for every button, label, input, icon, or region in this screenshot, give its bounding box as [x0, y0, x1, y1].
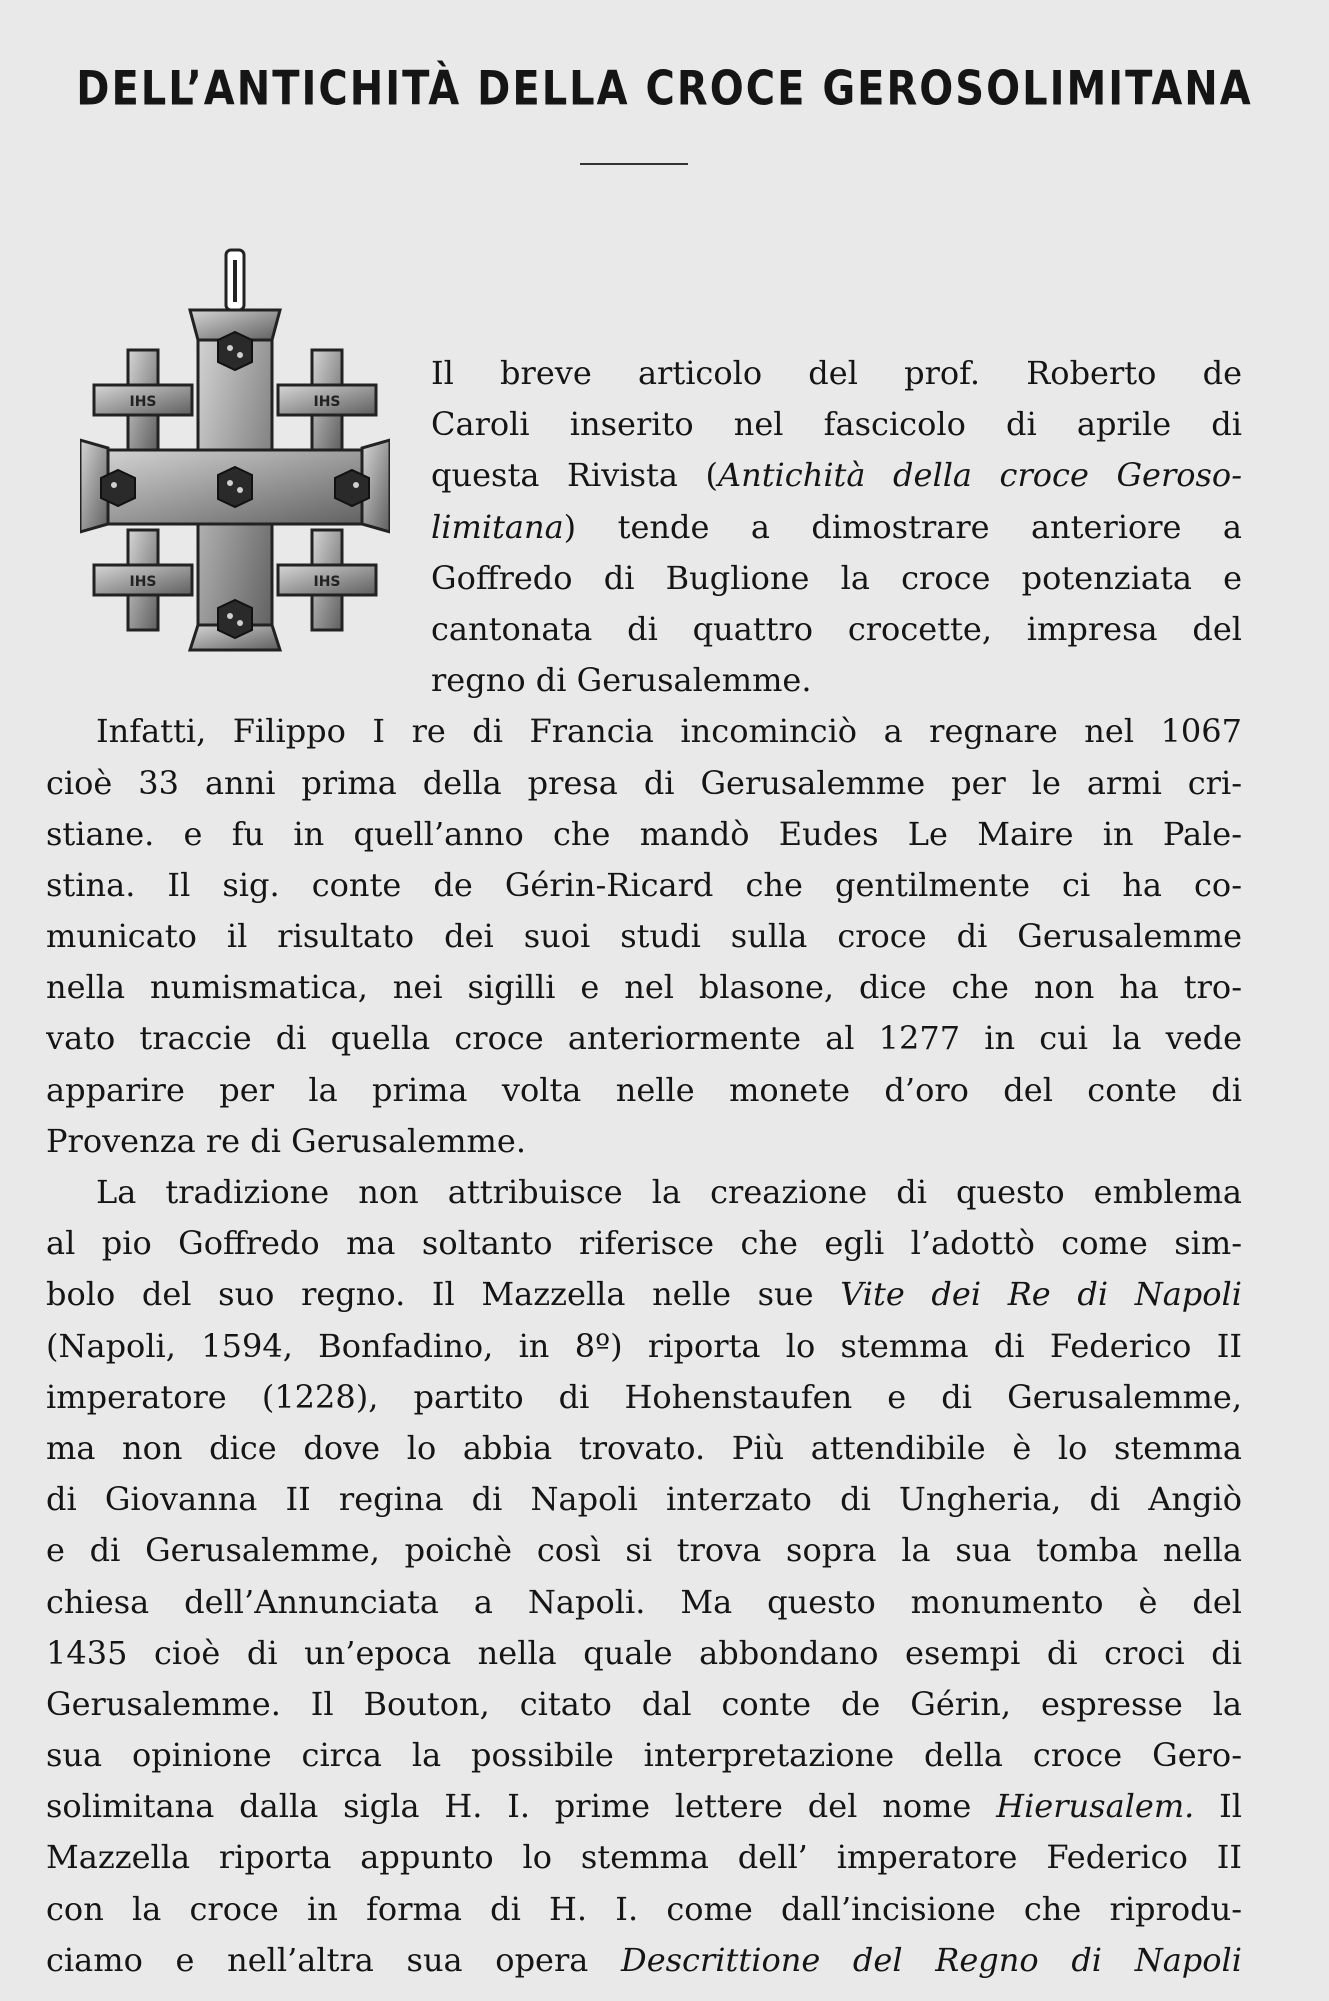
- text-line: [431, 399, 1242, 450]
- line-text: di Giovanna II regina di Napoli interzato di Ungheria, di Angiò: [46, 1480, 1242, 1519]
- article-body: [46, 348, 1242, 1986]
- italic-text: Descrittione del Regno di Napoli: [621, 1940, 1242, 1979]
- italic-text: Hierusalem.: [996, 1787, 1195, 1826]
- text-line: [46, 1116, 1242, 1167]
- line-text: ) tende a dimostrare anteriore a: [563, 507, 1242, 546]
- line-text: cantonata di quattro crocette, impresa del: [431, 609, 1242, 648]
- line-text: e di Gerusalemme, poichè così si trova sopra la sua tomba nella: [46, 1531, 1242, 1570]
- line-text: municato il risultato dei suoi studi sulla croce di Gerusalemme: [46, 917, 1242, 956]
- text-line: [46, 1525, 1242, 1576]
- crosslet-letters: IHS: [129, 394, 157, 410]
- title-rule: [580, 163, 688, 165]
- text-line: [46, 1730, 1242, 1781]
- text-line: [46, 706, 1242, 757]
- text-line: [46, 758, 1242, 809]
- crosslet-letters: IHS: [129, 574, 157, 590]
- line-text: Provenza re di Gerusalemme.: [46, 1121, 526, 1160]
- text-line: [46, 1065, 1242, 1116]
- page-title: DELL’ANTICHITÀ DELLA CROCE GEROSOLIMITANA: [76, 62, 1253, 117]
- text-line: [46, 1321, 1242, 1372]
- italic-text: Antichità della croce Geroso-: [717, 456, 1242, 495]
- line-text: Caroli inserito nel fascicolo di aprile di: [431, 405, 1242, 444]
- crosslet-letters: IHS: [313, 394, 341, 410]
- text-line: [46, 1884, 1242, 1935]
- text-line: [431, 502, 1242, 553]
- line-text: Mazzella riporta appunto lo stemma dell’ imperatore Federico II: [46, 1838, 1242, 1877]
- line-text: Gerusalemme. Il Bouton, citato dal conte de Gérin, espresse la: [46, 1684, 1242, 1723]
- line-text: cioè 33 anni prima della presa di Gerusalemme per le armi cri-: [46, 763, 1242, 802]
- text-line: [46, 962, 1242, 1013]
- text-line: [46, 1781, 1242, 1832]
- line-text: stiane. e fu in quell’anno che mandò Eudes Le Maire in Pale-: [46, 814, 1242, 853]
- line-text: ciamo e nell’altra sua opera: [46, 1940, 622, 1979]
- text-line: [46, 1679, 1242, 1730]
- text-line: [46, 1269, 1242, 1320]
- line-text: Goffredo di Buglione la croce potenziata e: [431, 558, 1242, 597]
- line-text: (Napoli, 1594, Bonfadino, in 8º) riporta lo stemma di Federico II: [46, 1326, 1242, 1365]
- line-text: bolo del suo regno. Il Mazzella nelle sue: [46, 1275, 841, 1314]
- line-text: ma non dice dove lo abbia trovato. Più attendibile è lo stemma: [46, 1428, 1242, 1467]
- line-text: Il: [1194, 1787, 1242, 1826]
- line-text: stina. Il sig. conte de Gérin-Ricard che gentilmente ci ha co-: [46, 865, 1242, 904]
- line-text: vato traccie di quella croce anteriormente al 1277 in cui la vede: [46, 1019, 1242, 1058]
- text-line: [431, 450, 1242, 501]
- line-text: apparire per la prima volta nelle monete d’oro del conte di: [46, 1070, 1242, 1109]
- text-line: [46, 1013, 1242, 1064]
- text-line: [46, 1167, 1242, 1218]
- text-line: [46, 1935, 1242, 1986]
- text-line: [46, 1474, 1242, 1525]
- line-text: imperatore (1228), partito di Hohenstaufen e di Gerusalemme,: [46, 1377, 1242, 1416]
- line-text: chiesa dell’Annunciata a Napoli. Ma questo monumento è del: [46, 1582, 1242, 1621]
- text-line: [46, 911, 1242, 962]
- line-text: solimitana dalla sigla H. I. prime lettere del nome: [46, 1787, 997, 1826]
- line-text: al pio Goffredo ma soltanto riferisce che egli l’adottò come sim-: [46, 1224, 1242, 1263]
- italic-text: limitana: [431, 507, 564, 546]
- line-text: Infatti, Filippo I re di Francia incominciò a regnare nel 1067: [96, 712, 1242, 751]
- text-line: [431, 604, 1242, 655]
- text-line: [46, 1372, 1242, 1423]
- line-text: 1435 cioè di un’epoca nella quale abbondano esempi di croci di: [46, 1633, 1242, 1672]
- line-text: sua opinione circa la possibile interpretazione della croce Gero-: [46, 1736, 1242, 1775]
- text-line: [431, 348, 1242, 399]
- text-line: [431, 655, 1242, 706]
- crosslet-letters: IHS: [313, 574, 341, 590]
- line-text: con la croce in forma di H. I. come dall’incisione che riprodu-: [46, 1889, 1242, 1928]
- line-text: Il breve articolo del prof. Roberto de: [431, 354, 1242, 392]
- text-line: [46, 1218, 1242, 1269]
- line-text: nella numismatica, nei sigilli e nel blasone, dice che non ha tro-: [46, 968, 1242, 1007]
- text-line: [46, 1577, 1242, 1628]
- text-line: [46, 1832, 1242, 1883]
- line-text: La tradizione non attribuisce la creazione di questo emblema: [96, 1173, 1242, 1211]
- italic-text: Vite dei Re di Napoli: [840, 1275, 1242, 1314]
- text-line: [431, 553, 1242, 604]
- line-text: regno di Gerusalemme.: [431, 661, 812, 700]
- line-text: questa Rivista (: [431, 456, 718, 495]
- text-line: [46, 809, 1242, 860]
- text-line: [46, 1628, 1242, 1679]
- text-line: [46, 860, 1242, 911]
- text-line: [46, 1423, 1242, 1474]
